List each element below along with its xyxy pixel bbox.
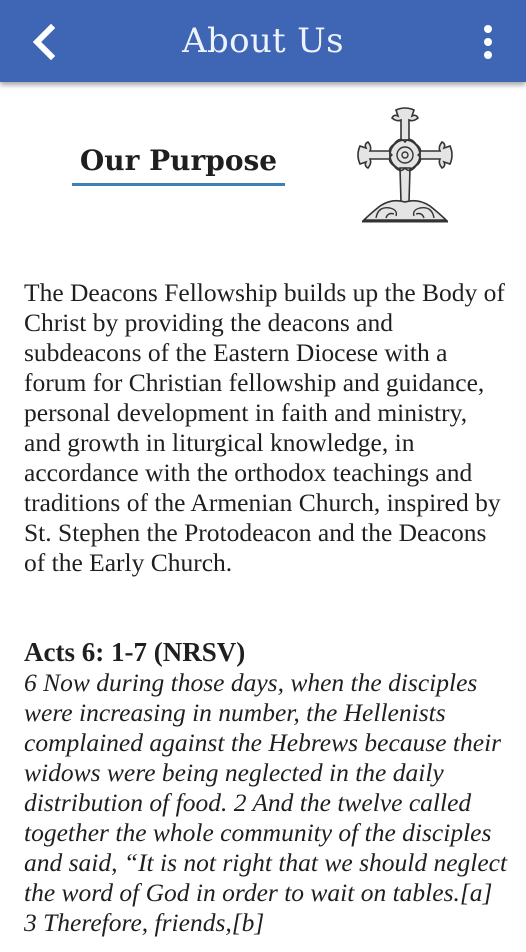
scripture-text: 6 Now during those days, when the disciples were increasing in number, the Hellenists complained against the Hebrews because their widows were being neglected in the daily distribution of food. 2 And the twelve called together the whole community of the disciples and said, “It is not right that we should neglect the word of God in order to wait on tables.[a] 3 Therefore, friends,[b] <box>24 668 508 937</box>
more-options-button[interactable] <box>468 20 508 64</box>
heading-underline <box>72 183 285 186</box>
scripture-reference: Acts 6: 1-7 (NRSV) <box>24 637 246 667</box>
about-content[interactable] <box>0 82 526 952</box>
page-title: About Us <box>182 21 344 61</box>
purpose-paragraph: The Deacons Fellowship builds up the Body of Christ by providing the deacons and subdeacons of the Eastern Diocese with a forum for Christian fellowship and guidance, personal development in faith and ministry, and growth in liturgical knowledge, in accordance with the orthodox teachings and traditions of the Armenian Church, inspired by St. Stephen the Protodeacon and the Deacons of the Early Church. <box>24 278 505 577</box>
purpose-heading: Our Purpose <box>79 144 278 177</box>
purpose-heading-block <box>72 144 285 186</box>
app-bar <box>0 0 526 82</box>
armenian-cross-icon <box>356 106 454 224</box>
more-vert-icon <box>484 25 492 33</box>
